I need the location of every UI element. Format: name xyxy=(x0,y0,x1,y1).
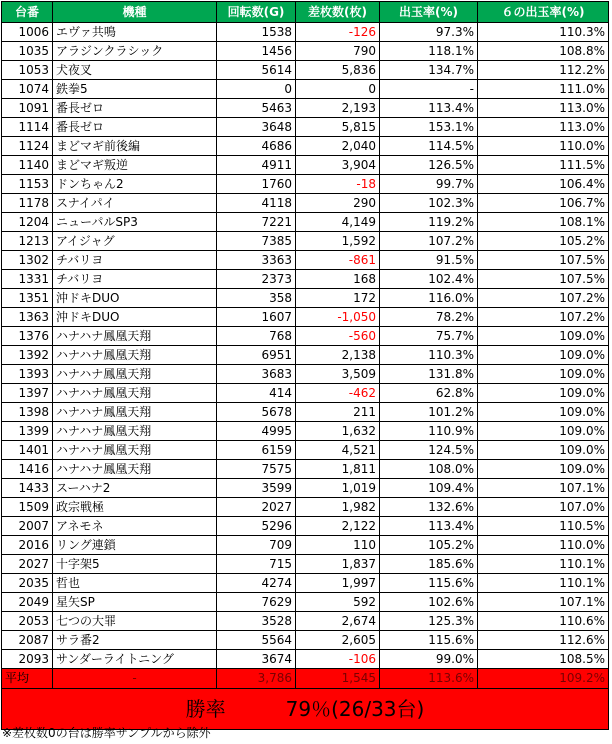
cell-spins: 1607 xyxy=(217,308,296,327)
table-row xyxy=(2,365,609,384)
cell-diff: 2,138 xyxy=(296,346,380,365)
cell-machine-no: 1392 xyxy=(2,346,53,365)
cell-diff: 1,811 xyxy=(296,460,380,479)
table-row xyxy=(2,346,609,365)
table-row xyxy=(2,194,609,213)
cell-diff: -18 xyxy=(296,175,380,194)
cell-machine-no: 1351 xyxy=(2,289,53,308)
results-table xyxy=(1,1,609,730)
cell-payout-rate: 102.4% xyxy=(380,270,478,289)
cell-diff: -106 xyxy=(296,650,380,669)
table-row xyxy=(2,536,609,555)
header-machine-name: 機種 xyxy=(53,2,217,23)
cell-spins: 4686 xyxy=(217,137,296,156)
cell-payout-rate: 153.1% xyxy=(380,118,478,137)
cell-setting6-rate: 108.1% xyxy=(478,213,609,232)
cell-payout-rate: 134.7% xyxy=(380,61,478,80)
cell-machine-name: 七つの大罪 xyxy=(53,612,217,631)
cell-machine-name: 鉄拳5 xyxy=(53,80,217,99)
cell-machine-name: ハナハナ鳳凰天翔 xyxy=(53,422,217,441)
cell-spins: 414 xyxy=(217,384,296,403)
cell-setting6-rate: 110.0% xyxy=(478,536,609,555)
cell-diff: 2,674 xyxy=(296,612,380,631)
cell-spins: 5564 xyxy=(217,631,296,650)
data-sheet xyxy=(1,1,609,730)
cell-payout-rate: 110.9% xyxy=(380,422,478,441)
cell-setting6-rate: 109.0% xyxy=(478,384,609,403)
cell-machine-no: 1433 xyxy=(2,479,53,498)
cell-machine-name: ニューパルSP3 xyxy=(53,213,217,232)
cell-machine-name: アネモネ xyxy=(53,517,217,536)
table-row xyxy=(2,61,609,80)
cell-machine-no: 2087 xyxy=(2,631,53,650)
cell-setting6-rate: 110.6% xyxy=(478,612,609,631)
cell-machine-no: 1114 xyxy=(2,118,53,137)
average-row xyxy=(2,669,609,689)
cell-payout-rate: 119.2% xyxy=(380,213,478,232)
cell-spins: 5678 xyxy=(217,403,296,422)
cell-spins: 3528 xyxy=(217,612,296,631)
cell-diff: 1,982 xyxy=(296,498,380,517)
cell-machine-no: 1509 xyxy=(2,498,53,517)
cell-payout-rate: 99.0% xyxy=(380,650,478,669)
average-diff: 1,545 xyxy=(296,669,380,689)
cell-setting6-rate: 113.0% xyxy=(478,118,609,137)
cell-spins: 0 xyxy=(217,80,296,99)
cell-diff: 2,193 xyxy=(296,99,380,118)
footnote: ※差枚数0の台は勝率サンプルから除外 xyxy=(2,726,211,740)
cell-setting6-rate: 110.1% xyxy=(478,574,609,593)
cell-machine-name: まどマギ前後編 xyxy=(53,137,217,156)
cell-diff: -560 xyxy=(296,327,380,346)
table-row xyxy=(2,213,609,232)
cell-setting6-rate: 107.1% xyxy=(478,593,609,612)
cell-setting6-rate: 109.0% xyxy=(478,403,609,422)
cell-spins: 3363 xyxy=(217,251,296,270)
cell-spins: 715 xyxy=(217,555,296,574)
cell-spins: 4274 xyxy=(217,574,296,593)
cell-machine-no: 1416 xyxy=(2,460,53,479)
header-machine-no: 台番 xyxy=(2,2,53,23)
cell-payout-rate: 125.3% xyxy=(380,612,478,631)
cell-machine-no: 1213 xyxy=(2,232,53,251)
cell-spins: 1456 xyxy=(217,42,296,61)
cell-payout-rate: 126.5% xyxy=(380,156,478,175)
cell-machine-no: 1006 xyxy=(2,23,53,42)
cell-machine-name: ドンちゃん2 xyxy=(53,175,217,194)
cell-payout-rate: 113.4% xyxy=(380,517,478,536)
cell-machine-no: 1204 xyxy=(2,213,53,232)
table-row xyxy=(2,441,609,460)
cell-machine-name: 十字架5 xyxy=(53,555,217,574)
table-row xyxy=(2,175,609,194)
cell-setting6-rate: 109.0% xyxy=(478,365,609,384)
table-row xyxy=(2,384,609,403)
cell-machine-name: 沖ドキDUO xyxy=(53,308,217,327)
cell-payout-rate: 101.2% xyxy=(380,403,478,422)
cell-payout-rate: 109.4% xyxy=(380,479,478,498)
table-row xyxy=(2,422,609,441)
table-row xyxy=(2,80,609,99)
cell-setting6-rate: 112.2% xyxy=(478,61,609,80)
cell-setting6-rate: 111.0% xyxy=(478,80,609,99)
cell-diff: -861 xyxy=(296,251,380,270)
average-rate6: 109.2% xyxy=(478,669,609,689)
cell-machine-name: 番長ゼロ xyxy=(53,99,217,118)
cell-payout-rate: 78.2% xyxy=(380,308,478,327)
cell-setting6-rate: 112.6% xyxy=(478,631,609,650)
table-row xyxy=(2,479,609,498)
cell-setting6-rate: 107.0% xyxy=(478,498,609,517)
cell-machine-name: 犬夜叉 xyxy=(53,61,217,80)
cell-machine-name: アイジャグ xyxy=(53,232,217,251)
cell-machine-name: ハナハナ鳳凰天翔 xyxy=(53,346,217,365)
cell-diff: 1,592 xyxy=(296,232,380,251)
cell-spins: 1538 xyxy=(217,23,296,42)
average-name: - xyxy=(53,669,217,689)
cell-machine-name: スーハナ2 xyxy=(53,479,217,498)
cell-machine-name: ハナハナ鳳凰天翔 xyxy=(53,460,217,479)
cell-spins: 4911 xyxy=(217,156,296,175)
cell-machine-no: 1398 xyxy=(2,403,53,422)
cell-setting6-rate: 107.1% xyxy=(478,479,609,498)
cell-spins: 5614 xyxy=(217,61,296,80)
cell-diff: 1,019 xyxy=(296,479,380,498)
cell-diff: 4,521 xyxy=(296,441,380,460)
cell-setting6-rate: 108.8% xyxy=(478,42,609,61)
cell-payout-rate: 110.3% xyxy=(380,346,478,365)
cell-setting6-rate: 109.0% xyxy=(478,422,609,441)
cell-setting6-rate: 107.5% xyxy=(478,251,609,270)
table-row xyxy=(2,650,609,669)
cell-machine-no: 1302 xyxy=(2,251,53,270)
cell-spins: 4995 xyxy=(217,422,296,441)
cell-payout-rate: 114.5% xyxy=(380,137,478,156)
header-spins: 回転数(G) xyxy=(217,2,296,23)
table-row xyxy=(2,232,609,251)
cell-machine-name: 番長ゼロ xyxy=(53,118,217,137)
table-row xyxy=(2,251,609,270)
cell-spins: 2027 xyxy=(217,498,296,517)
cell-spins: 3648 xyxy=(217,118,296,137)
cell-machine-no: 1376 xyxy=(2,327,53,346)
table-row xyxy=(2,498,609,517)
table-row xyxy=(2,460,609,479)
cell-diff: 211 xyxy=(296,403,380,422)
cell-machine-name: スナイパイ xyxy=(53,194,217,213)
cell-diff: 172 xyxy=(296,289,380,308)
cell-payout-rate: 115.6% xyxy=(380,631,478,650)
cell-payout-rate: 116.0% xyxy=(380,289,478,308)
average-spins: 3,786 xyxy=(217,669,296,689)
average-rate: 113.6% xyxy=(380,669,478,689)
cell-payout-rate: 62.8% xyxy=(380,384,478,403)
cell-machine-name: チバリヨ xyxy=(53,251,217,270)
cell-spins: 2373 xyxy=(217,270,296,289)
cell-machine-name: ハナハナ鳳凰天翔 xyxy=(53,403,217,422)
cell-payout-rate: 115.6% xyxy=(380,574,478,593)
cell-diff: 110 xyxy=(296,536,380,555)
table-row xyxy=(2,327,609,346)
cell-setting6-rate: 107.5% xyxy=(478,270,609,289)
cell-spins: 7629 xyxy=(217,593,296,612)
cell-machine-no: 2035 xyxy=(2,574,53,593)
table-row xyxy=(2,517,609,536)
cell-setting6-rate: 109.0% xyxy=(478,346,609,365)
cell-machine-name: エヴァ共鳴 xyxy=(53,23,217,42)
cell-machine-no: 1053 xyxy=(2,61,53,80)
cell-payout-rate: 108.0% xyxy=(380,460,478,479)
cell-payout-rate: 107.2% xyxy=(380,232,478,251)
cell-spins: 1760 xyxy=(217,175,296,194)
table-row xyxy=(2,631,609,650)
cell-machine-no: 2027 xyxy=(2,555,53,574)
cell-setting6-rate: 109.0% xyxy=(478,327,609,346)
cell-machine-name: 沖ドキDUO xyxy=(53,289,217,308)
cell-machine-no: 1401 xyxy=(2,441,53,460)
cell-spins: 6159 xyxy=(217,441,296,460)
table-row xyxy=(2,574,609,593)
cell-payout-rate: 102.3% xyxy=(380,194,478,213)
header-payout-rate: 出玉率(%) xyxy=(380,2,478,23)
cell-setting6-rate: 110.3% xyxy=(478,23,609,42)
table-row xyxy=(2,612,609,631)
cell-machine-no: 1153 xyxy=(2,175,53,194)
cell-diff: 1,632 xyxy=(296,422,380,441)
table-row xyxy=(2,308,609,327)
table-row xyxy=(2,99,609,118)
average-label: 平均 xyxy=(2,669,53,689)
cell-setting6-rate: 108.5% xyxy=(478,650,609,669)
cell-machine-no: 2053 xyxy=(2,612,53,631)
cell-payout-rate: 75.7% xyxy=(380,327,478,346)
cell-setting6-rate: 106.4% xyxy=(478,175,609,194)
win-rate-label: 勝率 xyxy=(185,697,226,721)
cell-spins: 3674 xyxy=(217,650,296,669)
cell-payout-rate: 97.3% xyxy=(380,23,478,42)
table-row xyxy=(2,555,609,574)
cell-payout-rate: 118.1% xyxy=(380,42,478,61)
cell-machine-no: 2049 xyxy=(2,593,53,612)
cell-setting6-rate: 109.0% xyxy=(478,460,609,479)
cell-diff: 2,605 xyxy=(296,631,380,650)
cell-machine-no: 2016 xyxy=(2,536,53,555)
cell-diff: -126 xyxy=(296,23,380,42)
cell-machine-name: サンダーライトニング xyxy=(53,650,217,669)
cell-machine-no: 1035 xyxy=(2,42,53,61)
cell-payout-rate: 102.6% xyxy=(380,593,478,612)
cell-machine-name: 星矢SP xyxy=(53,593,217,612)
table-row xyxy=(2,593,609,612)
cell-spins: 7221 xyxy=(217,213,296,232)
cell-diff: -462 xyxy=(296,384,380,403)
cell-setting6-rate: 109.0% xyxy=(478,441,609,460)
cell-diff: 790 xyxy=(296,42,380,61)
cell-diff: 3,904 xyxy=(296,156,380,175)
cell-diff: 1,997 xyxy=(296,574,380,593)
cell-machine-no: 1363 xyxy=(2,308,53,327)
table-row xyxy=(2,403,609,422)
cell-machine-name: 政宗戦極 xyxy=(53,498,217,517)
cell-machine-no: 1178 xyxy=(2,194,53,213)
cell-payout-rate: 99.7% xyxy=(380,175,478,194)
cell-machine-no: 2007 xyxy=(2,517,53,536)
table-row xyxy=(2,156,609,175)
cell-setting6-rate: 107.2% xyxy=(478,308,609,327)
cell-diff: 3,509 xyxy=(296,365,380,384)
cell-setting6-rate: 107.2% xyxy=(478,289,609,308)
header-setting6-rate: ６の出玉率(%) xyxy=(478,2,609,23)
cell-setting6-rate: 106.7% xyxy=(478,194,609,213)
cell-spins: 709 xyxy=(217,536,296,555)
cell-spins: 358 xyxy=(217,289,296,308)
cell-machine-no: 1397 xyxy=(2,384,53,403)
cell-setting6-rate: 110.5% xyxy=(478,517,609,536)
cell-machine-no: 1331 xyxy=(2,270,53,289)
cell-diff: 168 xyxy=(296,270,380,289)
cell-payout-rate: 185.6% xyxy=(380,555,478,574)
cell-machine-no: 1091 xyxy=(2,99,53,118)
cell-diff: 290 xyxy=(296,194,380,213)
cell-spins: 7385 xyxy=(217,232,296,251)
cell-machine-name: ハナハナ鳳凰天翔 xyxy=(53,384,217,403)
cell-diff: -1,050 xyxy=(296,308,380,327)
cell-machine-name: まどマギ叛逆 xyxy=(53,156,217,175)
cell-setting6-rate: 110.0% xyxy=(478,137,609,156)
cell-machine-no: 1140 xyxy=(2,156,53,175)
cell-spins: 5296 xyxy=(217,517,296,536)
cell-machine-name: ハナハナ鳳凰天翔 xyxy=(53,327,217,346)
table-row xyxy=(2,42,609,61)
cell-diff: 5,836 xyxy=(296,61,380,80)
table-row xyxy=(2,289,609,308)
cell-diff: 2,122 xyxy=(296,517,380,536)
cell-diff: 5,815 xyxy=(296,118,380,137)
cell-machine-name: ハナハナ鳳凰天翔 xyxy=(53,441,217,460)
cell-payout-rate: 91.5% xyxy=(380,251,478,270)
cell-machine-name: リング連鎖 xyxy=(53,536,217,555)
cell-setting6-rate: 113.0% xyxy=(478,99,609,118)
cell-machine-no: 1399 xyxy=(2,422,53,441)
cell-machine-no: 1124 xyxy=(2,137,53,156)
cell-machine-name: サラ番2 xyxy=(53,631,217,650)
cell-diff: 592 xyxy=(296,593,380,612)
cell-setting6-rate: 105.2% xyxy=(478,232,609,251)
cell-payout-rate: 132.6% xyxy=(380,498,478,517)
cell-spins: 7575 xyxy=(217,460,296,479)
cell-machine-no: 1393 xyxy=(2,365,53,384)
win-rate-value: 79％(26/33台) xyxy=(285,697,425,721)
cell-payout-rate: 105.2% xyxy=(380,536,478,555)
header-row xyxy=(2,2,609,23)
cell-machine-name: 哲也 xyxy=(53,574,217,593)
cell-spins: 3683 xyxy=(217,365,296,384)
cell-diff: 0 xyxy=(296,80,380,99)
cell-machine-name: ハナハナ鳳凰天翔 xyxy=(53,365,217,384)
cell-spins: 768 xyxy=(217,327,296,346)
header-diff: 差枚数(枚) xyxy=(296,2,380,23)
cell-diff: 4,149 xyxy=(296,213,380,232)
table-row xyxy=(2,118,609,137)
cell-machine-no: 1074 xyxy=(2,80,53,99)
table-row xyxy=(2,137,609,156)
cell-spins: 6951 xyxy=(217,346,296,365)
cell-diff: 2,040 xyxy=(296,137,380,156)
cell-spins: 3599 xyxy=(217,479,296,498)
table-row xyxy=(2,23,609,42)
table-row xyxy=(2,270,609,289)
cell-machine-name: チバリヨ xyxy=(53,270,217,289)
cell-payout-rate: 113.4% xyxy=(380,99,478,118)
cell-machine-name: アラジンクラシック xyxy=(53,42,217,61)
cell-payout-rate: 124.5% xyxy=(380,441,478,460)
cell-machine-no: 2093 xyxy=(2,650,53,669)
cell-setting6-rate: 111.5% xyxy=(478,156,609,175)
cell-spins: 5463 xyxy=(217,99,296,118)
cell-diff: 1,837 xyxy=(296,555,380,574)
cell-setting6-rate: 110.1% xyxy=(478,555,609,574)
cell-spins: 4118 xyxy=(217,194,296,213)
cell-payout-rate: 131.8% xyxy=(380,365,478,384)
cell-payout-rate: - xyxy=(380,80,478,99)
